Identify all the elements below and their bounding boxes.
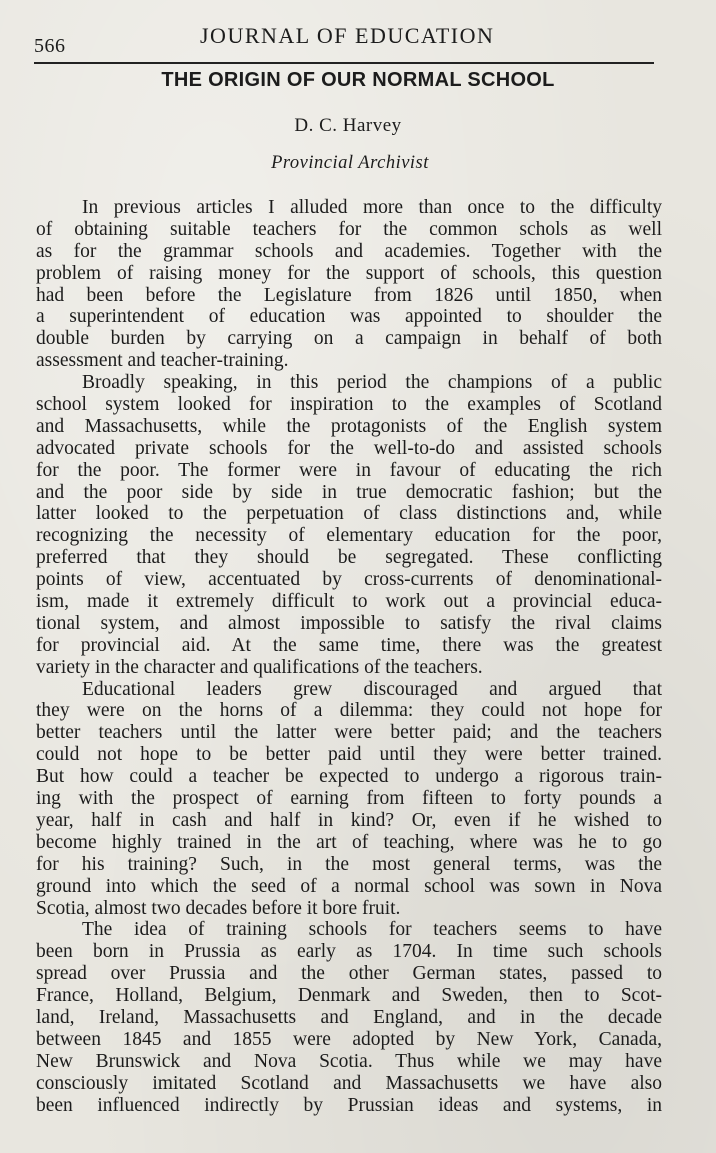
- text-line: advocated private schools for the well-to-do and assisted schools: [36, 437, 662, 459]
- text-line: assessment and teacher-training.: [36, 350, 289, 372]
- text-line: variety in the character and qualifications of the teachers.: [36, 656, 483, 678]
- header-rule: [34, 62, 654, 64]
- text-line: and the poor side by side in true democratic fashion; but the: [36, 481, 662, 503]
- text-line: New Brunswick and Nova Scotia. Thus while we may have: [36, 1050, 662, 1072]
- text-line: for provincial aid. At the same time, there was the greatest: [36, 634, 662, 656]
- text-line: recognizing the necessity of elementary education for the poor,: [36, 525, 662, 547]
- text-line: tional system, and almost impossible to satisfy the rival claims: [36, 612, 662, 634]
- page-number: 566: [34, 35, 66, 57]
- text-line: France, Holland, Belgium, Denmark and Sweden, then to Scot-: [36, 985, 662, 1007]
- text-line: The idea of training schools for teachers seems to have: [82, 919, 662, 941]
- text-line: double burden by carrying on a campaign in behalf of both: [36, 328, 662, 350]
- text-line: Educational leaders grew discouraged and argued that: [82, 678, 662, 700]
- text-line: ism, made it extremely difficult to work out a provincial educa-: [36, 591, 662, 613]
- text-line: land, Ireland, Massachusetts and England, and in the decade: [36, 1006, 662, 1028]
- text-line: In previous articles I alluded more than once to the difficulty: [82, 197, 662, 218]
- text-line: ing with the prospect of earning from fifteen to forty pounds a: [36, 788, 662, 810]
- text-line: Scotia, almost two decades before it bore fruit.: [36, 897, 401, 919]
- text-line: ground into which the seed of a normal school was sown in Nova: [36, 875, 662, 897]
- text-line: better teachers until the latter were better paid; and the teachers: [36, 722, 662, 744]
- journal-title: JOURNAL OF EDUCATION: [200, 23, 495, 48]
- text-line: problem of raising money for the support of schools, this question: [36, 262, 662, 284]
- text-line: preferred that they should be segregated. These conflicting: [36, 547, 662, 569]
- text-line: points of view, accentuated by cross-currents of denominational-: [36, 569, 662, 591]
- text-line: Broadly speaking, in this period the champions of a public: [82, 372, 662, 394]
- text-line: become highly trained in the art of teaching, where was he to go: [36, 831, 662, 853]
- text-line: as for the grammar schools and academies. Together with the: [36, 240, 662, 262]
- text-line: of obtaining suitable teachers for the common schols as well: [36, 218, 662, 240]
- article-body: [36, 197, 662, 1116]
- text-line: school system looked for inspiration to the examples of Scotland: [36, 394, 662, 416]
- author-name: D. C. Harvey: [294, 115, 402, 136]
- text-line: been born in Prussia as early as 1704. In time such schools: [36, 941, 662, 963]
- text-line: for the poor. The former were in favour of educating the rich: [36, 459, 662, 481]
- text-line: spread over Prussia and the other German states, passed to: [36, 963, 662, 985]
- text-line: and Massachusetts, while the protagonists of the English system: [36, 415, 662, 437]
- text-line: year, half in cash and half in kind? Or, even if he wished to: [36, 809, 662, 831]
- text-line: a superintendent of education was appointed to shoulder the: [36, 306, 662, 328]
- text-line: between 1845 and 1855 were adopted by New York, Canada,: [36, 1028, 662, 1050]
- text-line: consciously imitated Scotland and Massachusetts we have also: [36, 1072, 662, 1094]
- text-line: been influenced indirectly by Prussian ideas and systems, in: [36, 1094, 662, 1116]
- text-line: for his training? Such, in the most general terms, was the: [36, 853, 662, 875]
- running-head: [34, 18, 654, 64]
- text-line: could not hope to be better paid until they were better trained.: [36, 744, 662, 766]
- text-line: they were on the horns of a dilemma: they could not hope for: [36, 700, 662, 722]
- author-affiliation: Provincial Archivist: [271, 153, 429, 173]
- text-line: But how could a teacher be expected to undergo a rigorous train-: [36, 766, 662, 788]
- text-line: latter looked to the perpetuation of class distinctions and, while: [36, 503, 662, 525]
- text-line: had been before the Legislature from 1826 until 1850, when: [36, 284, 662, 306]
- article-title: THE ORIGIN OF OUR NORMAL SCHOOL: [161, 69, 555, 91]
